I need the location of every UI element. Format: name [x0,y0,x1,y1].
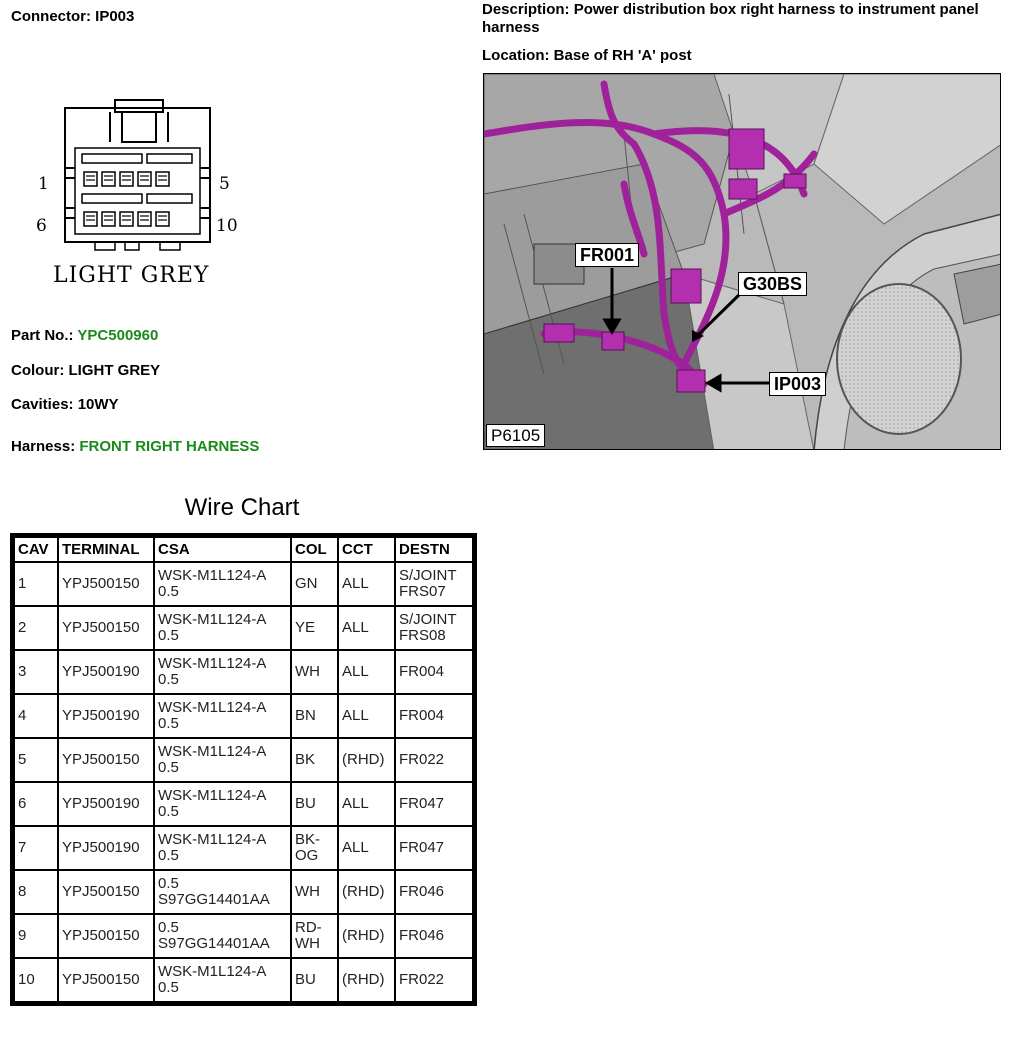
connector-face-diagram [30,96,250,296]
cell-destn: FR046 [396,915,472,957]
table-header-row [15,538,472,561]
cell-destn: S/JOINT FRS08 [396,607,472,649]
cell-terminal: YPJ500150 [59,607,153,649]
cell-col: BU [292,783,337,825]
cell-terminal: YPJ500190 [59,827,153,869]
harness-value[interactable]: FRONT RIGHT HARNESS [79,438,260,455]
cell-cct: (RHD) [339,739,394,781]
cell-terminal: YPJ500190 [59,783,153,825]
header-cct: CCT [339,538,394,561]
cell-col: BU [292,959,337,1001]
header-terminal: TERMINAL [59,538,153,561]
cell-terminal: YPJ500150 [59,871,153,913]
cavities-value: 10WY [77,396,119,413]
cell-cav: 1 [15,563,57,605]
cell-col: GN [292,563,337,605]
connector-value: IP003 [95,8,135,25]
cell-col: WH [292,871,337,913]
cell-cav: 5 [15,739,57,781]
table-row [15,563,472,605]
cell-cav: 10 [15,959,57,1001]
cell-csa: 0.5 S97GG14401AA [155,915,290,957]
connector-line [11,8,134,26]
cell-destn: FR004 [396,695,472,737]
cell-csa: WSK-M1L124-A 0.5 [155,695,290,737]
cell-col: RD-WH [292,915,337,957]
colour-line [11,362,160,380]
cell-csa: WSK-M1L124-A 0.5 [155,959,290,1001]
location-illustration [483,73,1001,450]
cell-csa: WSK-M1L124-A 0.5 [155,563,290,605]
cell-col: BK [292,739,337,781]
cell-terminal: YPJ500150 [59,739,153,781]
cell-cct: ALL [339,607,394,649]
cell-cav: 3 [15,651,57,693]
location-line [482,47,692,65]
pin-label-10: 10 [216,216,238,236]
wire-chart-title: Wire Chart [184,494,300,521]
table-row [15,959,472,1001]
location-value: Base of RH 'A' post [553,47,692,64]
cell-csa: WSK-M1L124-A 0.5 [155,651,290,693]
cell-terminal: YPJ500150 [59,915,153,957]
cell-terminal: YPJ500150 [59,959,153,1001]
cell-destn: FR047 [396,827,472,869]
cell-csa: WSK-M1L124-A 0.5 [155,607,290,649]
table-row [15,695,472,737]
harness-label: Harness: [11,438,76,455]
colour-label: Colour: [11,362,65,379]
cell-cct: ALL [339,695,394,737]
header-col: COL [292,538,337,561]
cell-csa: WSK-M1L124-A 0.5 [155,827,290,869]
cell-terminal: YPJ500150 [59,563,153,605]
cell-destn: S/JOINT FRS07 [396,563,472,605]
cell-destn: FR046 [396,871,472,913]
cell-col: WH [292,651,337,693]
cell-cct: ALL [339,563,394,605]
vehicle-interior-graphic [484,74,1001,450]
header-csa: CSA [155,538,290,561]
cell-csa: WSK-M1L124-A 0.5 [155,783,290,825]
table-row [15,783,472,825]
cell-terminal: YPJ500190 [59,695,153,737]
table-row [15,871,472,913]
pin-label-5: 5 [219,174,230,194]
cell-destn: FR047 [396,783,472,825]
table-row [15,739,472,781]
connector-label: Connector: [11,8,91,25]
cell-cct: ALL [339,827,394,869]
pin-label-1: 1 [38,174,49,194]
table-row [15,651,472,693]
cell-cav: 4 [15,695,57,737]
header-cav: CAV [15,538,57,561]
cell-col: YE [292,607,337,649]
table-row [15,915,472,957]
cell-cav: 9 [15,915,57,957]
cell-cct: ALL [339,783,394,825]
cell-col: BN [292,695,337,737]
harness-line [11,438,259,456]
cell-cct: (RHD) [339,915,394,957]
wire-chart-table [10,533,477,1006]
cell-cct: (RHD) [339,959,394,1001]
pin-label-6: 6 [36,216,47,236]
part-no-line [11,327,158,345]
cell-destn: FR022 [396,739,472,781]
cell-terminal: YPJ500190 [59,651,153,693]
cell-cct: (RHD) [339,871,394,913]
cavities-label: Cavities: [11,396,74,413]
cell-cct: ALL [339,651,394,693]
header-destn: DESTN [396,538,472,561]
callout-fr001: FR001 [575,243,639,267]
cell-cav: 2 [15,607,57,649]
colour-value: LIGHT GREY [68,362,161,379]
cell-col: BK-OG [292,827,337,869]
callout-ip003: IP003 [769,372,826,396]
colour-caption: LIGHT GREY [53,263,210,288]
cell-destn: FR004 [396,651,472,693]
part-no-label: Part No.: [11,327,74,344]
description-label: Description: [482,1,570,18]
table-row [15,607,472,649]
description-line [482,1,1034,37]
callout-g30bs: G30BS [738,272,807,296]
cell-cav: 8 [15,871,57,913]
table-row [15,827,472,869]
cell-cav: 6 [15,783,57,825]
photo-code: P6105 [486,424,545,447]
cell-cav: 7 [15,827,57,869]
cell-csa: WSK-M1L124-A 0.5 [155,739,290,781]
cavities-line [11,396,119,414]
cell-destn: FR022 [396,959,472,1001]
part-no-value[interactable]: YPC500960 [77,327,159,344]
cell-csa: 0.5 S97GG14401AA [155,871,290,913]
description-value: Power distribution box right harness to instrument panel harness [482,1,979,36]
location-label: Location: [482,47,550,64]
